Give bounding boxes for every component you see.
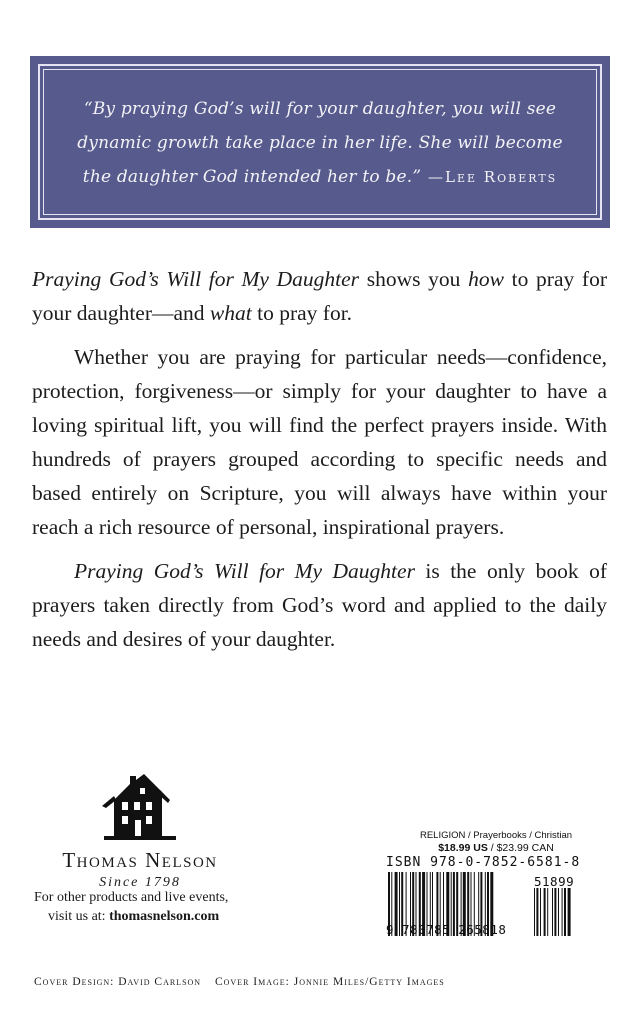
price-us: $18.99 US: [438, 842, 488, 854]
barcode-addon-digits: 51899: [534, 874, 575, 889]
description-paragraph-3: [32, 554, 607, 656]
publisher-logo: [60, 770, 220, 891]
cover-design-credit: Cover Design: David Carlson: [34, 976, 202, 988]
cover-image-credit: Cover Image: Jonnie Miles/Getty Images: [214, 976, 445, 988]
price-can: / $23.99 CAN: [487, 842, 554, 854]
p1-how: how: [468, 267, 504, 291]
endorsement-quote: [70, 92, 570, 194]
book-description: [32, 262, 607, 666]
barcode-ean-digits: 9 780785 265818: [386, 922, 507, 937]
bisac-category: RELIGION / Prayerbooks / Christian: [419, 830, 573, 841]
p1-text-a: shows you: [359, 267, 469, 291]
p1-what: what: [209, 301, 252, 325]
publisher-since: Since 1798: [99, 875, 181, 890]
isbn-text: ISBN 978-0-7852-6581-8: [386, 855, 581, 870]
house-icon: [100, 770, 180, 842]
description-paragraph-1: [32, 262, 607, 330]
p3-text: is the only book of prayers taken directly from God’s word and applied to the daily needs and desires of your daughter.: [32, 559, 607, 651]
visit-info: [34, 888, 264, 926]
visit-prefix: visit us at:: [48, 909, 110, 924]
quote-box: [30, 56, 610, 228]
p1-text-b: to pray for your daughter—and: [32, 267, 607, 325]
visit-line-1: For other products and live events,: [34, 890, 229, 905]
quote-attribution: —Lee Roberts: [421, 168, 558, 186]
visit-line-2: [34, 907, 264, 926]
barcode-area: [386, 830, 606, 941]
visit-url: thomasnelson.com: [109, 909, 220, 924]
publisher-name: Thomas Nelson: [62, 848, 218, 872]
book-title-ref: Praying God’s Will for My Daughter: [32, 267, 360, 291]
price-line: [386, 842, 606, 854]
quote-text: “By praying God’s will for your daughter, you will see dynamic growth take place in her life. She will become the daughter God intended her to be.”: [77, 99, 563, 187]
cover-credits: [34, 976, 445, 988]
book-title-ref-2: Praying God’s Will for My Daughter: [74, 559, 415, 583]
description-paragraph-2: Whether you are praying for particular needs—confidence, protection, forgiveness—or simply for your daughter to have a loving spiritual lift, you will find the perfect prayers inside. With hundreds of prayers grouped according to specific needs and based entirely on Scripture, you will always have within your reach a rich resource of personal, inspirational prayers.: [32, 345, 607, 539]
p1-text-c: to pray for.: [251, 301, 353, 325]
